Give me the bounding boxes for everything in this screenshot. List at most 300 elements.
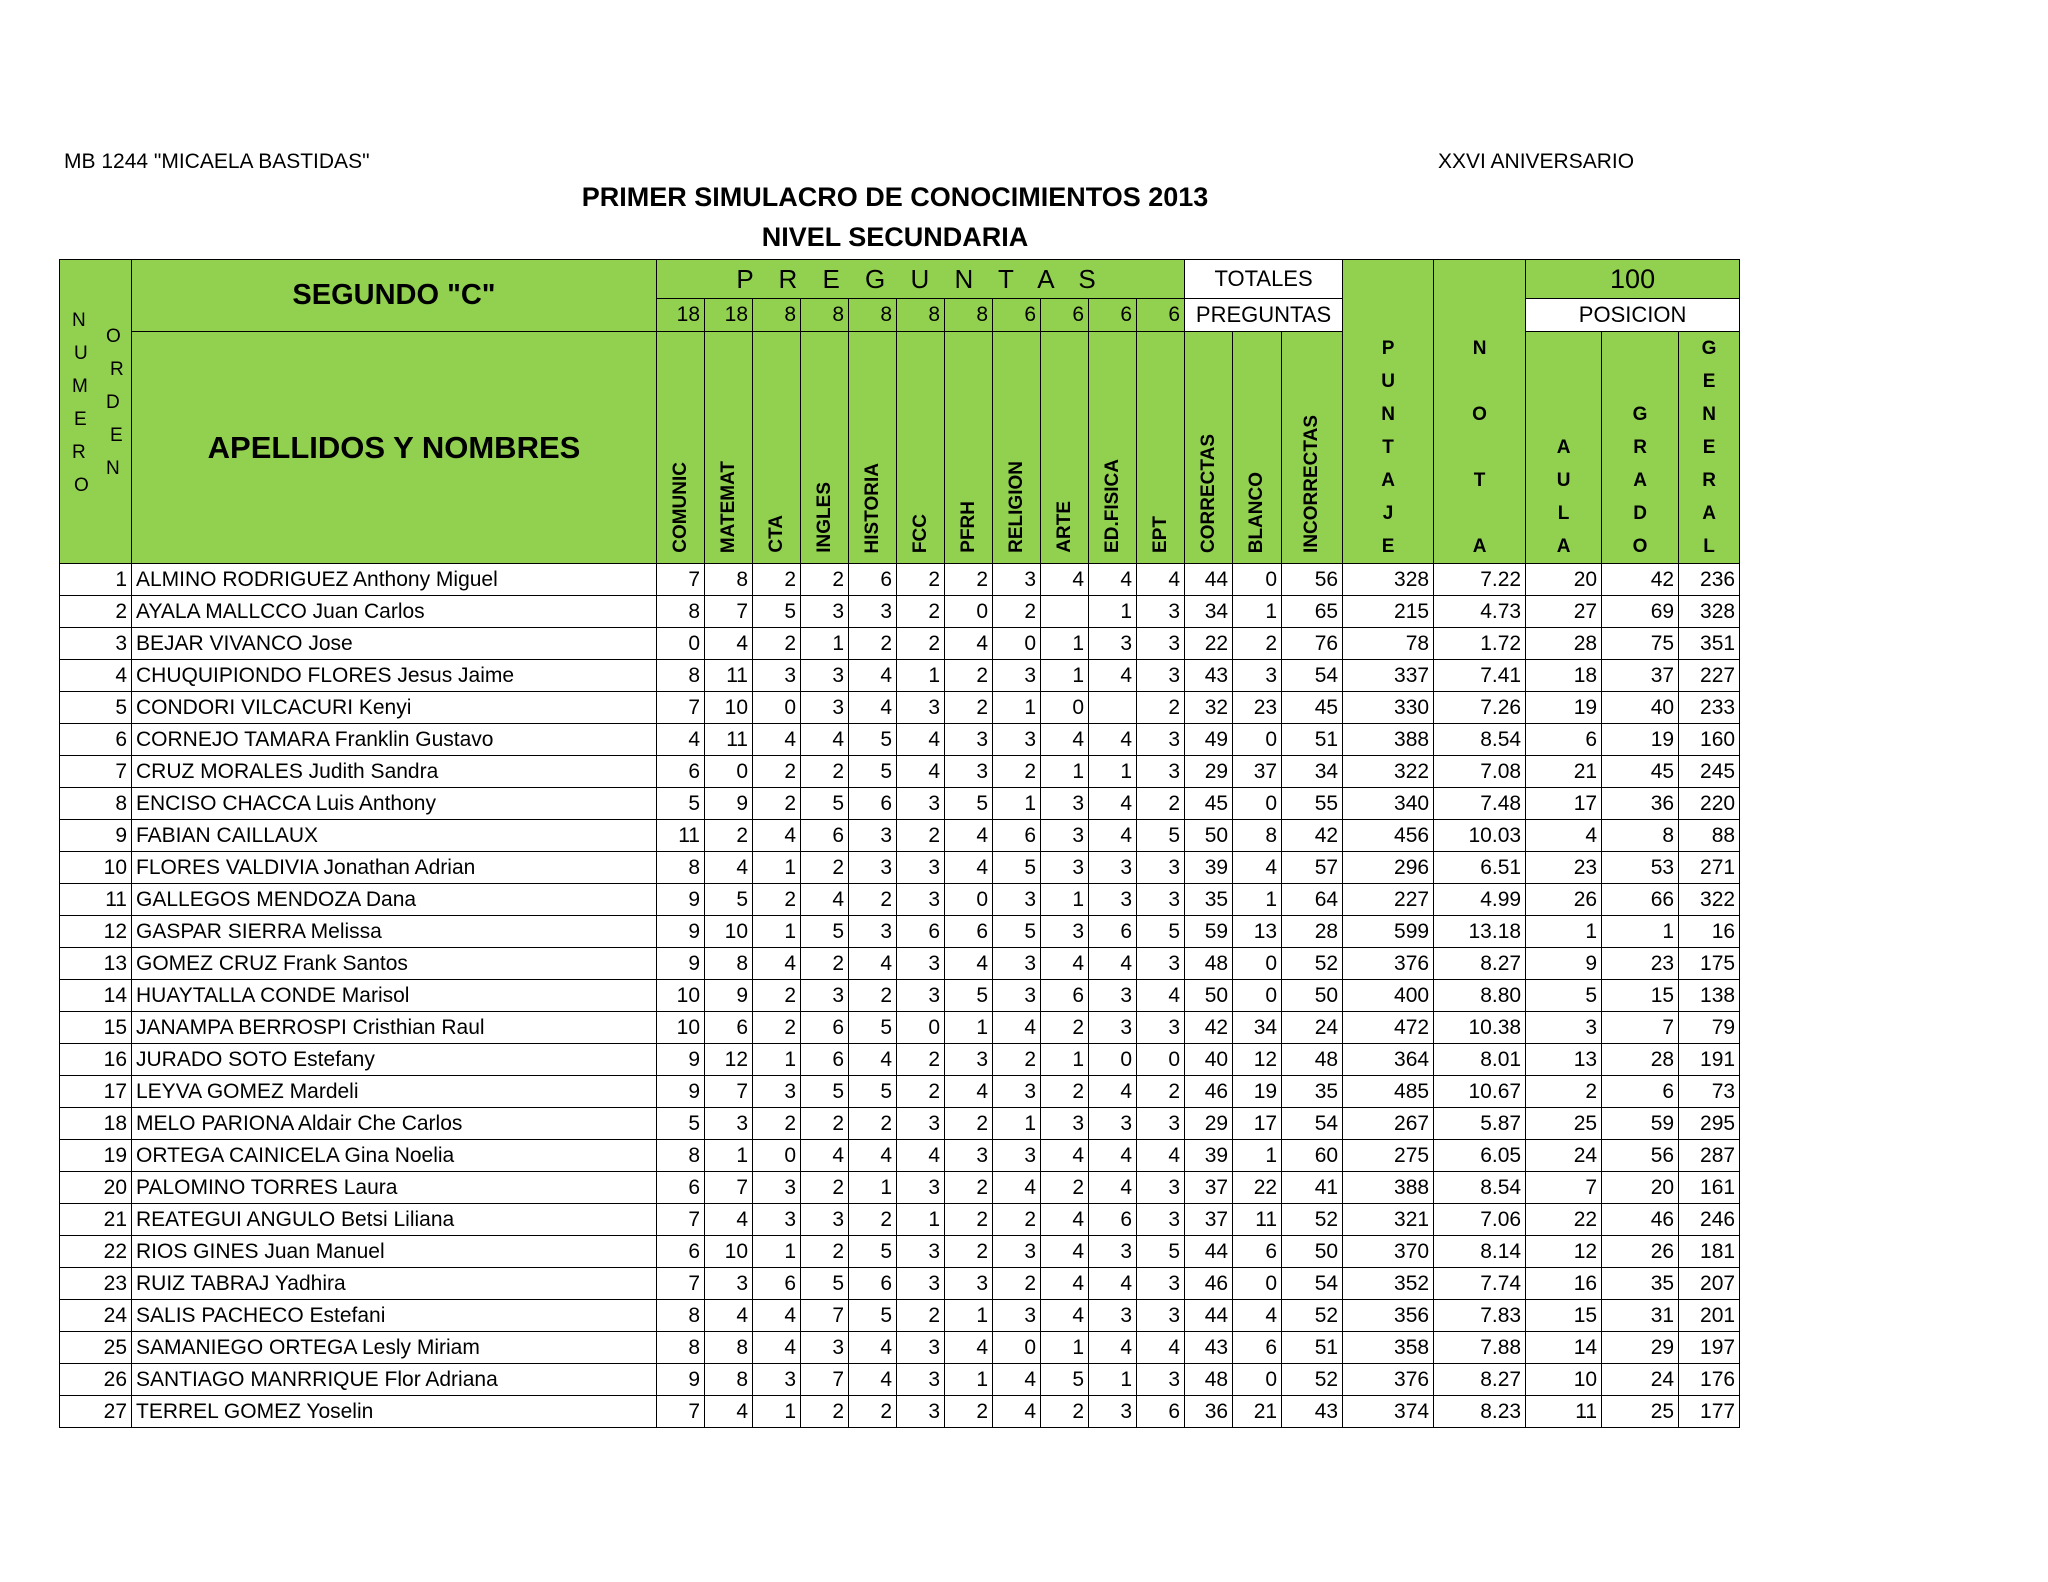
total-value: 50 bbox=[1282, 980, 1343, 1012]
question-count: 6 bbox=[993, 299, 1041, 332]
subject-score: 5 bbox=[849, 724, 897, 756]
subject-score: 4 bbox=[1041, 1140, 1089, 1172]
subject-score: 7 bbox=[657, 564, 705, 596]
subject-header bbox=[945, 332, 993, 564]
general-rank: 227 bbox=[1679, 660, 1740, 692]
subject-score: 2 bbox=[945, 1204, 993, 1236]
general-rank: 191 bbox=[1679, 1044, 1740, 1076]
student-name: BEJAR VIVANCO Jose bbox=[132, 628, 657, 660]
subject-score: 9 bbox=[705, 980, 753, 1012]
subject-score: 2 bbox=[1041, 1396, 1089, 1428]
total-value: 50 bbox=[1185, 980, 1233, 1012]
nota-value: 8.54 bbox=[1434, 1172, 1526, 1204]
total-value: 8 bbox=[1233, 820, 1282, 852]
aula-rank: 27 bbox=[1526, 596, 1602, 628]
grado-rank: 42 bbox=[1602, 564, 1679, 596]
nota-value: 8.01 bbox=[1434, 1044, 1526, 1076]
subject-score: 1 bbox=[993, 692, 1041, 724]
subject-score: 4 bbox=[993, 1012, 1041, 1044]
grado-rank: 56 bbox=[1602, 1140, 1679, 1172]
subject-score: 4 bbox=[801, 1140, 849, 1172]
total-value: 22 bbox=[1233, 1172, 1282, 1204]
subject-score: 0 bbox=[993, 628, 1041, 660]
orden-letter: D bbox=[106, 392, 120, 413]
subject-score: 4 bbox=[705, 1300, 753, 1332]
table-row bbox=[60, 1044, 1740, 1076]
subject-score: 2 bbox=[753, 1108, 801, 1140]
subject-score: 2 bbox=[1137, 788, 1185, 820]
general-rank: 16 bbox=[1679, 916, 1740, 948]
subject-header-label: ED.FISICA bbox=[1101, 459, 1123, 553]
total-value: 17 bbox=[1233, 1108, 1282, 1140]
total-value: 34 bbox=[1185, 596, 1233, 628]
nota-value: 13.18 bbox=[1434, 916, 1526, 948]
aula-rank: 3 bbox=[1526, 1012, 1602, 1044]
subject-score: 3 bbox=[897, 1268, 945, 1300]
grado-rank: 66 bbox=[1602, 884, 1679, 916]
subject-score: 7 bbox=[657, 692, 705, 724]
question-count: 8 bbox=[849, 299, 897, 332]
total-value: 39 bbox=[1185, 852, 1233, 884]
subject-score: 3 bbox=[1089, 628, 1137, 660]
subject-score: 7 bbox=[705, 1076, 753, 1108]
subject-score: 0 bbox=[1089, 1044, 1137, 1076]
numero-letter: M bbox=[72, 376, 88, 397]
subject-header bbox=[1137, 332, 1185, 564]
nota-value: 6.05 bbox=[1434, 1140, 1526, 1172]
subject-score: 2 bbox=[993, 1204, 1041, 1236]
row-number: 25 bbox=[60, 1332, 132, 1364]
subject-score: 0 bbox=[1137, 1044, 1185, 1076]
subject-score: 10 bbox=[705, 692, 753, 724]
subject-score: 3 bbox=[897, 1332, 945, 1364]
subject-score: 6 bbox=[801, 820, 849, 852]
aula-rank: 10 bbox=[1526, 1364, 1602, 1396]
subject-score: 8 bbox=[705, 948, 753, 980]
general-rank: 197 bbox=[1679, 1332, 1740, 1364]
subject-score: 0 bbox=[705, 756, 753, 788]
totals-column-header-label: INCORRECTAS bbox=[1301, 415, 1323, 553]
total-value: 41 bbox=[1282, 1172, 1343, 1204]
total-value: 0 bbox=[1233, 788, 1282, 820]
subject-score: 4 bbox=[1089, 1268, 1137, 1300]
aula-rank: 6 bbox=[1526, 724, 1602, 756]
subject-score: 3 bbox=[993, 884, 1041, 916]
total-value: 48 bbox=[1282, 1044, 1343, 1076]
subject-score: 5 bbox=[849, 1076, 897, 1108]
grado-rank: 45 bbox=[1602, 756, 1679, 788]
subject-score: 3 bbox=[1137, 852, 1185, 884]
total-value: 49 bbox=[1185, 724, 1233, 756]
numero-letter: U bbox=[74, 343, 88, 364]
subject-score: 6 bbox=[897, 916, 945, 948]
subject-score: 3 bbox=[897, 980, 945, 1012]
total-value: 54 bbox=[1282, 1108, 1343, 1140]
table-row bbox=[60, 1300, 1740, 1332]
puntaje-value: 364 bbox=[1343, 1044, 1434, 1076]
nota-value: 8.54 bbox=[1434, 724, 1526, 756]
subject-score: 4 bbox=[753, 1332, 801, 1364]
subject-score: 3 bbox=[705, 1108, 753, 1140]
subject-score: 2 bbox=[801, 564, 849, 596]
subject-score: 3 bbox=[1137, 1012, 1185, 1044]
puntaje-letter: N bbox=[1381, 404, 1395, 425]
subject-score: 5 bbox=[657, 788, 705, 820]
subject-score: 2 bbox=[993, 596, 1041, 628]
subject-score: 6 bbox=[849, 788, 897, 820]
subject-score: 4 bbox=[1041, 1236, 1089, 1268]
row-number: 26 bbox=[60, 1364, 132, 1396]
subject-score: 2 bbox=[945, 660, 993, 692]
general-rank: 138 bbox=[1679, 980, 1740, 1012]
row-number: 11 bbox=[60, 884, 132, 916]
table-row bbox=[60, 948, 1740, 980]
subject-score: 3 bbox=[849, 596, 897, 628]
puntaje-value: 356 bbox=[1343, 1300, 1434, 1332]
puntaje-value: 374 bbox=[1343, 1396, 1434, 1428]
student-name: CRUZ MORALES Judith Sandra bbox=[132, 756, 657, 788]
numero-letter: N bbox=[72, 310, 86, 331]
question-count: 18 bbox=[705, 299, 753, 332]
total-value: 45 bbox=[1282, 692, 1343, 724]
student-name: GASPAR SIERRA Melissa bbox=[132, 916, 657, 948]
subject-score: 1 bbox=[801, 628, 849, 660]
subject-score: 7 bbox=[657, 1396, 705, 1428]
subject-score: 5 bbox=[945, 980, 993, 1012]
student-name: AYALA MALLCCO Juan Carlos bbox=[132, 596, 657, 628]
student-name: FLORES VALDIVIA Jonathan Adrian bbox=[132, 852, 657, 884]
nota-value: 8.23 bbox=[1434, 1396, 1526, 1428]
subject-score: 2 bbox=[945, 1172, 993, 1204]
question-count: 8 bbox=[897, 299, 945, 332]
grado-rank: 6 bbox=[1602, 1076, 1679, 1108]
question-count: 8 bbox=[801, 299, 849, 332]
subject-score: 3 bbox=[993, 1140, 1041, 1172]
subject-score: 3 bbox=[897, 948, 945, 980]
subject-score: 1 bbox=[753, 1044, 801, 1076]
aula-letter: A bbox=[1556, 536, 1571, 557]
subject-score: 3 bbox=[1137, 948, 1185, 980]
puntaje-value: 296 bbox=[1343, 852, 1434, 884]
nota-letter: O bbox=[1472, 404, 1487, 425]
subject-score: 1 bbox=[1089, 756, 1137, 788]
subject-score: 3 bbox=[945, 1140, 993, 1172]
grado-rank: 40 bbox=[1602, 692, 1679, 724]
subject-score: 2 bbox=[849, 884, 897, 916]
aula-rank: 4 bbox=[1526, 820, 1602, 852]
aula-letter: A bbox=[1556, 437, 1571, 458]
subject-score: 3 bbox=[945, 1044, 993, 1076]
results-table bbox=[59, 259, 1740, 1428]
subject-score: 2 bbox=[753, 980, 801, 1012]
subject-score: 4 bbox=[945, 852, 993, 884]
orden-letter: N bbox=[106, 458, 120, 479]
subject-score: 3 bbox=[993, 980, 1041, 1012]
subject-score: 5 bbox=[849, 1012, 897, 1044]
total-value: 2 bbox=[1233, 628, 1282, 660]
student-name: ALMINO RODRIGUEZ Anthony Miguel bbox=[132, 564, 657, 596]
subject-score: 4 bbox=[1089, 820, 1137, 852]
student-name: GOMEZ CRUZ Frank Santos bbox=[132, 948, 657, 980]
subject-score: 3 bbox=[1089, 1300, 1137, 1332]
subject-score: 7 bbox=[705, 596, 753, 628]
general-letter: N bbox=[1702, 404, 1716, 425]
subject-score: 4 bbox=[1041, 1300, 1089, 1332]
subject-score: 2 bbox=[753, 628, 801, 660]
subject-score: 6 bbox=[801, 1044, 849, 1076]
table-row bbox=[60, 1332, 1740, 1364]
subject-score: 1 bbox=[1089, 596, 1137, 628]
aula-rank: 18 bbox=[1526, 660, 1602, 692]
subject-score: 6 bbox=[1089, 1204, 1137, 1236]
totals-column-header-label: CORRECTAS bbox=[1197, 434, 1219, 553]
subject-score: 1 bbox=[1089, 1364, 1137, 1396]
subject-score: 5 bbox=[993, 916, 1041, 948]
table-row bbox=[60, 1172, 1740, 1204]
aula-rank: 16 bbox=[1526, 1268, 1602, 1300]
subject-score: 11 bbox=[705, 724, 753, 756]
grado-rank: 26 bbox=[1602, 1236, 1679, 1268]
aula-rank: 5 bbox=[1526, 980, 1602, 1012]
puntaje-value: 485 bbox=[1343, 1076, 1434, 1108]
total-value: 1 bbox=[1233, 884, 1282, 916]
subject-score: 5 bbox=[1041, 1364, 1089, 1396]
subject-score: 6 bbox=[705, 1012, 753, 1044]
subject-score: 2 bbox=[753, 788, 801, 820]
total-value: 0 bbox=[1233, 948, 1282, 980]
subject-score: 2 bbox=[801, 1172, 849, 1204]
nota-value: 8.14 bbox=[1434, 1236, 1526, 1268]
row-number: 27 bbox=[60, 1396, 132, 1428]
section-title: SEGUNDO "C" bbox=[132, 260, 657, 332]
subject-score: 3 bbox=[1137, 1204, 1185, 1236]
table-row bbox=[60, 1108, 1740, 1140]
total-value: 0 bbox=[1233, 564, 1282, 596]
total-value: 44 bbox=[1185, 1236, 1233, 1268]
total-value: 44 bbox=[1185, 1300, 1233, 1332]
subject-score: 5 bbox=[801, 788, 849, 820]
student-name: JURADO SOTO Estefany bbox=[132, 1044, 657, 1076]
subject-header bbox=[993, 332, 1041, 564]
subject-score: 5 bbox=[753, 596, 801, 628]
row-number: 5 bbox=[60, 692, 132, 724]
nota-letter bbox=[1434, 497, 1525, 530]
subject-score: 2 bbox=[945, 1236, 993, 1268]
subject-header bbox=[849, 332, 897, 564]
subject-score: 2 bbox=[945, 1396, 993, 1428]
subject-score: 4 bbox=[993, 1364, 1041, 1396]
subject-score: 4 bbox=[849, 1332, 897, 1364]
subject-score: 4 bbox=[945, 948, 993, 980]
subject-score: 3 bbox=[753, 1076, 801, 1108]
puntaje-letter: E bbox=[1381, 536, 1395, 557]
table-row bbox=[60, 692, 1740, 724]
puntaje-value: 472 bbox=[1343, 1012, 1434, 1044]
total-value: 12 bbox=[1233, 1044, 1282, 1076]
subject-score: 8 bbox=[657, 1332, 705, 1364]
subject-score: 3 bbox=[1137, 724, 1185, 756]
subject-header-label: INGLES bbox=[813, 482, 835, 553]
total-value: 35 bbox=[1282, 1076, 1343, 1108]
subject-score: 2 bbox=[849, 1396, 897, 1428]
general-letter: E bbox=[1702, 437, 1716, 458]
subject-score: 3 bbox=[945, 724, 993, 756]
table-row bbox=[60, 916, 1740, 948]
total-value: 48 bbox=[1185, 1364, 1233, 1396]
aula-rank: 19 bbox=[1526, 692, 1602, 724]
total-value: 13 bbox=[1233, 916, 1282, 948]
subject-score: 5 bbox=[1137, 820, 1185, 852]
subject-score: 1 bbox=[993, 788, 1041, 820]
subject-score: 4 bbox=[849, 1364, 897, 1396]
subject-score: 3 bbox=[1041, 852, 1089, 884]
subject-score: 2 bbox=[1041, 1172, 1089, 1204]
total-value: 76 bbox=[1282, 628, 1343, 660]
total-value: 35 bbox=[1185, 884, 1233, 916]
total-value: 59 bbox=[1185, 916, 1233, 948]
anniversary-label: XXVI ANIVERSARIO bbox=[1438, 150, 1635, 173]
grado-rank: 15 bbox=[1602, 980, 1679, 1012]
subject-score: 3 bbox=[801, 1204, 849, 1236]
school-name: MB 1244 "MICAELA BASTIDAS" bbox=[64, 150, 370, 173]
subject-score: 1 bbox=[1041, 756, 1089, 788]
subject-score: 8 bbox=[657, 852, 705, 884]
table-row bbox=[60, 1204, 1740, 1236]
total-value: 52 bbox=[1282, 948, 1343, 980]
student-name: ENCISO CHACCA Luis Anthony bbox=[132, 788, 657, 820]
puntaje-value: 400 bbox=[1343, 980, 1434, 1012]
subject-score: 3 bbox=[1137, 596, 1185, 628]
subject-score: 4 bbox=[993, 1396, 1041, 1428]
subject-score: 1 bbox=[753, 916, 801, 948]
subject-score: 6 bbox=[657, 756, 705, 788]
subject-score: 3 bbox=[705, 1268, 753, 1300]
subject-header bbox=[1089, 332, 1137, 564]
subject-score: 2 bbox=[945, 564, 993, 596]
puntaje-value: 456 bbox=[1343, 820, 1434, 852]
row-number: 23 bbox=[60, 1268, 132, 1300]
subject-score: 9 bbox=[705, 788, 753, 820]
subject-score: 2 bbox=[753, 564, 801, 596]
subject-score: 9 bbox=[657, 1044, 705, 1076]
subject-score: 3 bbox=[993, 564, 1041, 596]
grado-rank: 37 bbox=[1602, 660, 1679, 692]
subject-header bbox=[897, 332, 945, 564]
subject-score: 3 bbox=[801, 692, 849, 724]
general-rank: 271 bbox=[1679, 852, 1740, 884]
subject-score: 0 bbox=[945, 884, 993, 916]
student-name: REATEGUI ANGULO Betsi Liliana bbox=[132, 1204, 657, 1236]
subject-score: 3 bbox=[897, 1364, 945, 1396]
grado-rank: 25 bbox=[1602, 1396, 1679, 1428]
grado-header bbox=[1602, 332, 1679, 564]
table-row bbox=[60, 1268, 1740, 1300]
subject-score: 4 bbox=[801, 724, 849, 756]
table-row bbox=[60, 564, 1740, 596]
nota-value: 7.26 bbox=[1434, 692, 1526, 724]
nota-letter: A bbox=[1472, 536, 1487, 557]
total-value: 48 bbox=[1185, 948, 1233, 980]
general-rank: 177 bbox=[1679, 1396, 1740, 1428]
total-value: 50 bbox=[1185, 820, 1233, 852]
question-count: 6 bbox=[1137, 299, 1185, 332]
row-number: 17 bbox=[60, 1076, 132, 1108]
subject-score: 6 bbox=[993, 820, 1041, 852]
subject-score: 4 bbox=[1089, 948, 1137, 980]
subject-score: 4 bbox=[849, 948, 897, 980]
subject-score: 1 bbox=[1041, 1044, 1089, 1076]
total-value: 50 bbox=[1282, 1236, 1343, 1268]
grado-letter: O bbox=[1632, 536, 1648, 557]
subject-score: 6 bbox=[1137, 1396, 1185, 1428]
total-value: 45 bbox=[1185, 788, 1233, 820]
subject-score: 3 bbox=[1041, 916, 1089, 948]
subject-header bbox=[801, 332, 849, 564]
total-value: 46 bbox=[1185, 1076, 1233, 1108]
total-value: 6 bbox=[1233, 1236, 1282, 1268]
total-value: 29 bbox=[1185, 1108, 1233, 1140]
subject-score: 3 bbox=[993, 948, 1041, 980]
orden-letter: R bbox=[110, 359, 124, 380]
table-row bbox=[60, 884, 1740, 916]
name-column-header: APELLIDOS Y NOMBRES bbox=[132, 332, 657, 564]
subject-score: 6 bbox=[657, 1172, 705, 1204]
table-row bbox=[60, 820, 1740, 852]
subject-score: 8 bbox=[657, 1300, 705, 1332]
subject-header-label: HISTORIA bbox=[861, 462, 883, 553]
puntaje-letter: T bbox=[1382, 437, 1394, 458]
row-number: 21 bbox=[60, 1204, 132, 1236]
total-value: 0 bbox=[1233, 980, 1282, 1012]
aula-rank: 15 bbox=[1526, 1300, 1602, 1332]
aula-rank: 21 bbox=[1526, 756, 1602, 788]
subject-score: 6 bbox=[849, 564, 897, 596]
subject-score: 2 bbox=[993, 1268, 1041, 1300]
total-value: 0 bbox=[1233, 1364, 1282, 1396]
total-value: 39 bbox=[1185, 1140, 1233, 1172]
nota-value: 7.41 bbox=[1434, 660, 1526, 692]
subject-score: 3 bbox=[1089, 852, 1137, 884]
puntaje-letter: P bbox=[1381, 338, 1395, 359]
subject-score: 2 bbox=[801, 1108, 849, 1140]
subject-score: 3 bbox=[801, 660, 849, 692]
subject-score: 4 bbox=[705, 628, 753, 660]
nota-value: 8.80 bbox=[1434, 980, 1526, 1012]
subject-score: 9 bbox=[657, 884, 705, 916]
puntaje-value: 370 bbox=[1343, 1236, 1434, 1268]
posicion-header: POSICION bbox=[1526, 299, 1740, 332]
subject-score: 1 bbox=[945, 1012, 993, 1044]
general-rank: 287 bbox=[1679, 1140, 1740, 1172]
subject-score: 4 bbox=[1089, 1172, 1137, 1204]
table-row bbox=[60, 788, 1740, 820]
subject-score: 4 bbox=[753, 724, 801, 756]
general-rank: 233 bbox=[1679, 692, 1740, 724]
total-value: 36 bbox=[1185, 1396, 1233, 1428]
subject-score: 1 bbox=[1041, 660, 1089, 692]
subject-score: 3 bbox=[801, 980, 849, 1012]
total-value: 37 bbox=[1185, 1172, 1233, 1204]
nota-value: 10.38 bbox=[1434, 1012, 1526, 1044]
subject-score: 1 bbox=[705, 1140, 753, 1172]
subject-score bbox=[1041, 596, 1089, 628]
subject-score: 9 bbox=[657, 916, 705, 948]
general-rank: 176 bbox=[1679, 1364, 1740, 1396]
student-name: FABIAN CAILLAUX bbox=[132, 820, 657, 852]
subject-score: 0 bbox=[753, 692, 801, 724]
subject-score: 6 bbox=[657, 1236, 705, 1268]
row-number: 4 bbox=[60, 660, 132, 692]
